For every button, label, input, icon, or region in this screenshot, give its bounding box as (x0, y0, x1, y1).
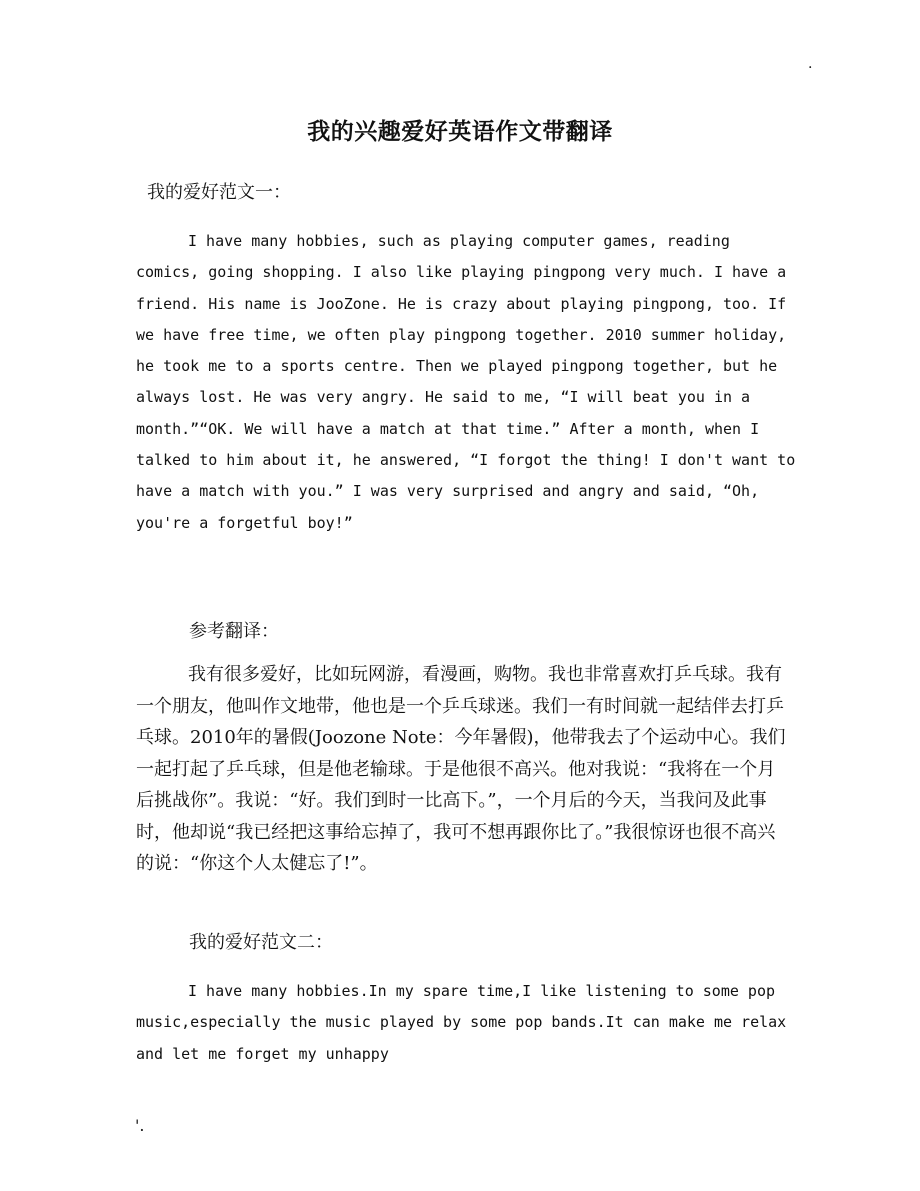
section1-heading: 我的爱好范文一： (147, 182, 291, 203)
page-mark-top: . (808, 56, 813, 72)
page-mark-bottom: '. (135, 1116, 145, 1135)
essay2-english-paragraph: I have many hobbies.In my spare time,I like listening to some pop music,especially the music played by some pop bands.It can make me relax and let me forget my unhappy (136, 982, 787, 1063)
essay1-english-paragraph: I have many hobbies, such as playing computer games, reading comics, going shopping. I also like playing pingpong very much. I have a friend. His name is JooZone. He is crazy about playing pingpong, too. If we have free time, we often play pingpong together. 2010 summer holiday, he took me to a sports centre. Then we played pingpong together, but he always lost. He was very angry. He said to me, “I will beat you in a month.”“OK. We will have a match at that time.” After a month, when I talked to him about it, he answered, “I forgot the thing! I don't want to have a match with you.” I was very surprised and angry and said, “Oh, you're a forgetful boy!” (136, 232, 796, 532)
essay1-chinese-translation: 我有很多爱好，比如玩网游，看漫画，购物。我也非常喜欢打乒乓球。我有一个朋友，他叫作文地带，他也是一个乒乓球迷。我们一有时间就一起结伴去打乒乓球。2010年的暑假(Joozone Note：今年暑假)，他带我去了个运动中心。我们一起打起了乒乓球，但是他老输球。于是他很不高兴。他对我说：“我将在一个月后挑战你”。我说：“好。我们到时一比高下。”，一个月后的今天，当我问及此事时，他却说“我已经把这事给忘掉了，我可不想再跟你比了。”我很惊讶也很不高兴的说：“你这个人太健忘了!”。 (136, 664, 786, 874)
translation-heading: 参考翻译： (189, 621, 279, 642)
document-title: 我的兴趣爱好英语作文带翻译 (307, 119, 613, 145)
section2-heading: 我的爱好范文二： (189, 932, 333, 953)
